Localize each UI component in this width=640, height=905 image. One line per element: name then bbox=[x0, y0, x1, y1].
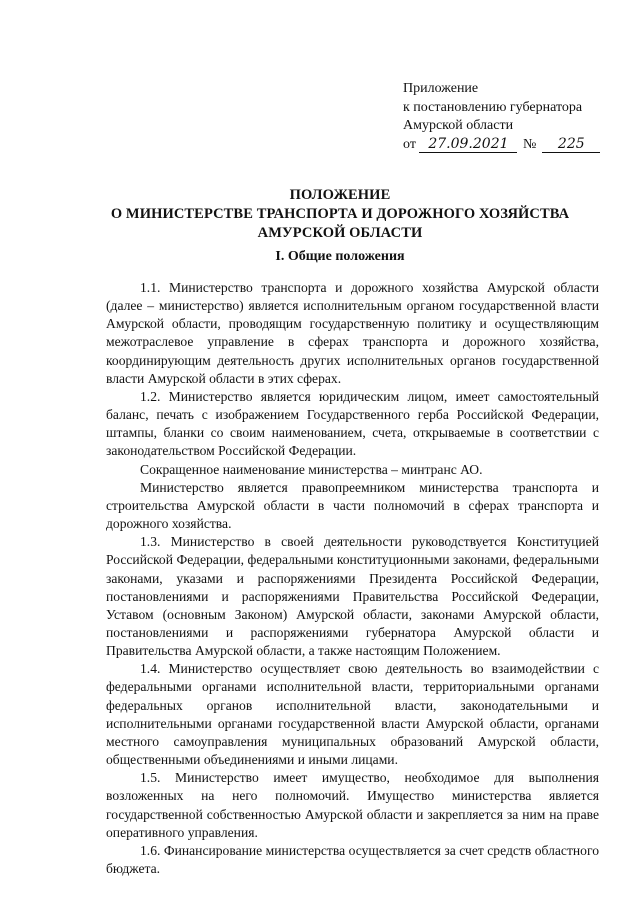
title-line-2: О МИНИСТЕРСТВЕ ТРАНСПОРТА И ДОРОЖНОГО ХОЗЯЙСТВА bbox=[110, 206, 570, 222]
appendix-signature-line bbox=[403, 136, 613, 155]
section-heading: I. Общие положения bbox=[275, 249, 405, 264]
paragraph-1-5: 1.5. Министерство имеет имущество, необходимое для выполнения возложенных на него полномочий. Имущество министерства является государственной собственностью Амурской области и закрепляется за ним на праве оперативного управления. bbox=[106, 770, 599, 840]
paragraph-1-2: 1.2. Министерство является юридическим лицом, имеет самостоятельный баланс, печать с изображением Государственного герба Российской Федерации, штампы, бланки со своим наименованием, счета, открываемые в соответствии с законодательством Российской Федерации. bbox=[106, 388, 599, 459]
document-body bbox=[106, 279, 599, 878]
paragraph-1-6: 1.6. Финансирование министерства осуществляется за счет средств областного бюджета. bbox=[106, 842, 599, 876]
appendix-block bbox=[403, 80, 613, 154]
title-line-1: ПОЛОЖЕНИЕ bbox=[289, 187, 391, 203]
paragraph-1-3: 1.3. Министерство в своей деятельности руководствуется Конституцией Российской Федерации, федеральными конституционными законами, федеральными законами, указами и распоряжениями Президента Российской Федерации, постановлениями и распоряжениями Правительства Российской Федерации, Уставом (основным Законом) Амурской области, законами Амурской области, постановлениями и распоряжениями губернатора Амурской области и Правительства Амурской области, а также настоящим Положением. bbox=[106, 534, 599, 659]
paragraph-1-4: 1.4. Министерство осуществляет свою деятельность во взаимодействии с федеральными органами исполнительной власти, территориальными органами федеральных органов исполнительной власти, законодательными и исполнительными органами государственной власти Амурской области, органами местного самоуправления муниципальных образований Амурской области, общественными объединениями и иными лицами. bbox=[106, 661, 599, 768]
appendix-region: Амурской области bbox=[403, 118, 514, 133]
appendix-title: Приложение bbox=[403, 81, 479, 96]
paragraph-short-name: Сокращенное наименование министерства – минтранс АО. bbox=[140, 461, 483, 477]
paragraph-1-1: 1.1. Министерство транспорта и дорожного хозяйства Амурской области (далее – министерство) является исполнительным органом государственной власти Амурской области, проводящим государственную политику и осуществляющим межотраслевое управление в сферах транспорта и дорожного хозяйства, координирующим деятельность других исполнительных органов государственной власти Амурской области в этих сферах. bbox=[106, 280, 599, 386]
paragraph-successor: Министерство является правопреемником министерства транспорта и строительства Амурской области в части полномочий в сферах транспорта и дорожного хозяйства. bbox=[106, 479, 599, 532]
title-line-3: АМУРСКОЙ ОБЛАСТИ bbox=[257, 225, 423, 241]
handwritten-date: 27.09.2021 bbox=[419, 136, 517, 153]
document-title bbox=[80, 186, 600, 243]
handwritten-number: 225 bbox=[542, 136, 600, 153]
appendix-reference: к постановлению губернатора bbox=[403, 99, 583, 115]
from-label: от bbox=[403, 136, 416, 152]
number-label: № bbox=[522, 136, 537, 152]
